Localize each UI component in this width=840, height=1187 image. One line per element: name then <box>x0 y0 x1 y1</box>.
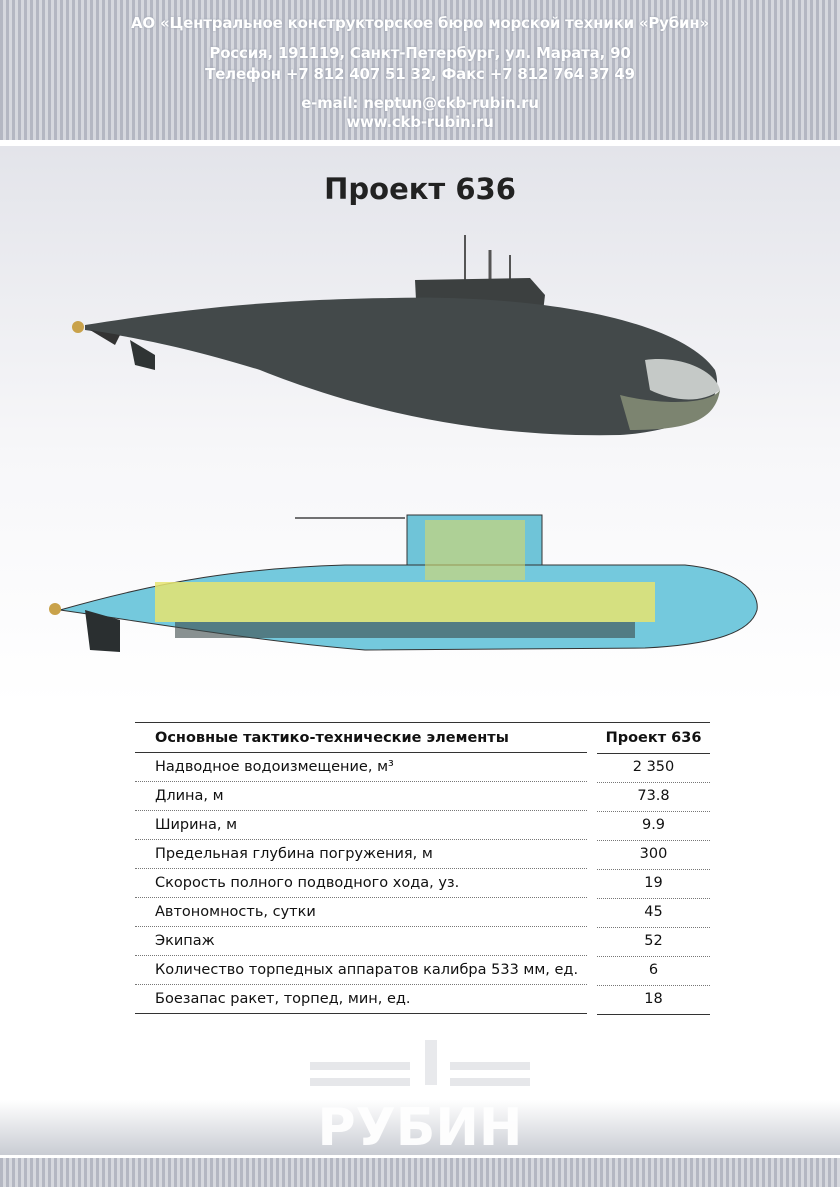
row-value: 45 <box>597 898 710 928</box>
website: www.ckb-rubin.ru <box>346 113 494 131</box>
table-header-row <box>135 722 710 753</box>
header-value: Проект 636 <box>597 723 710 754</box>
row-label: Скорость полного подводного хода, уз. <box>135 869 587 898</box>
row-label: Экипаж <box>135 927 587 956</box>
row-label: Автономность, сутки <box>135 898 587 927</box>
org-name: АО «Центральное конструкторское бюро морской техники «Рубин» <box>130 14 710 32</box>
table-row <box>135 811 710 840</box>
row-label: Длина, м <box>135 782 587 811</box>
row-value: 73.8 <box>597 782 710 812</box>
submarine-cutaway-image <box>45 510 765 660</box>
table-row <box>135 869 710 898</box>
row-value: 2 350 <box>597 753 710 783</box>
specs-table <box>135 722 710 1014</box>
header-band <box>0 0 840 140</box>
row-label: Ширина, м <box>135 811 587 840</box>
row-value: 52 <box>597 927 710 957</box>
row-value: 300 <box>597 840 710 870</box>
table-row <box>135 898 710 927</box>
row-value: 18 <box>597 985 710 1015</box>
page-title: Проект 636 <box>324 172 516 206</box>
row-label: Количество торпедных аппаратов калибра 533 мм, ед. <box>135 956 587 985</box>
row-value: 9.9 <box>597 811 710 841</box>
email: e-mail: neptun@ckb-rubin.ru <box>301 94 539 112</box>
phone-fax: Телефон +7 812 407 51 32, Факс +7 812 764 37 49 <box>205 65 635 83</box>
header-label: Основные тактико-технические элементы <box>135 723 587 753</box>
svg-text:РУБИН: РУБИН <box>317 1098 523 1150</box>
row-value: 19 <box>597 869 710 899</box>
table-row <box>135 782 710 811</box>
rubin-watermark-logo <box>300 1040 540 1150</box>
submarine-exterior-image <box>60 230 740 445</box>
row-value: 6 <box>597 956 710 986</box>
row-label: Предельная глубина погружения, м <box>135 840 587 869</box>
row-label: Боезапас ракет, торпед, мин, ед. <box>135 985 587 1014</box>
table-row <box>135 985 710 1014</box>
table-row <box>135 753 710 782</box>
table-row <box>135 840 710 869</box>
table-row <box>135 956 710 985</box>
row-label: Надводное водоизмещение, м³ <box>135 753 587 782</box>
address: Россия, 191119, Санкт-Петербург, ул. Марата, 90 <box>209 44 631 62</box>
footer-band <box>0 1158 840 1187</box>
table-row <box>135 927 710 956</box>
